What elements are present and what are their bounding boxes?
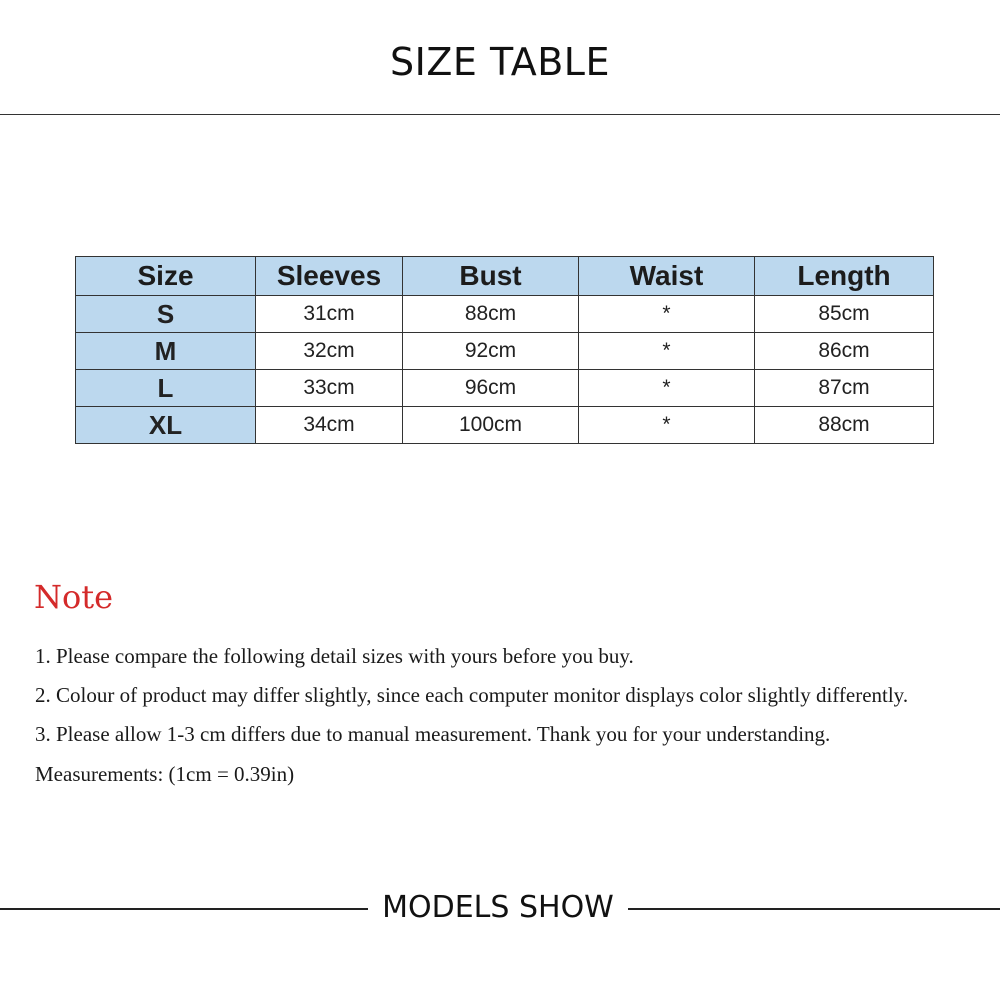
size-cell: S (76, 296, 256, 333)
table-header-row (76, 257, 934, 296)
sleeves-cell: 32cm (256, 333, 403, 370)
length-cell: 88cm (755, 407, 934, 444)
waist-cell: * (579, 370, 755, 407)
waist-cell: * (579, 407, 755, 444)
column-header-waist: Waist (579, 257, 755, 296)
divider-right (628, 908, 1000, 910)
table-row (76, 370, 934, 407)
length-cell: 86cm (755, 333, 934, 370)
bust-cell: 96cm (403, 370, 579, 407)
bust-cell: 100cm (403, 407, 579, 444)
note-line: 3. Please allow 1-3 cm differs due to manual measurement. Thank you for your understanding. (35, 722, 831, 746)
note-line: 2. Colour of product may differ slightly, since each computer monitor displays color slightly differently. (35, 683, 909, 707)
sleeves-cell: 31cm (256, 296, 403, 333)
table-row (76, 333, 934, 370)
table-row (76, 407, 934, 444)
bust-cell: 88cm (403, 296, 579, 333)
divider-left (0, 908, 368, 910)
size-table (75, 256, 934, 444)
note-heading: Note (34, 578, 114, 616)
page-title: SIZE TABLE (390, 40, 610, 84)
title-divider (0, 114, 1000, 115)
length-cell: 85cm (755, 296, 934, 333)
size-cell: XL (76, 407, 256, 444)
models-show-heading: MODELS SHOW (382, 890, 614, 925)
column-header-length: Length (755, 257, 934, 296)
measurement-conversion: Measurements: (1cm = 0.39in) (35, 762, 295, 786)
column-header-size: Size (76, 257, 256, 296)
column-header-sleeves: Sleeves (256, 257, 403, 296)
sleeves-cell: 34cm (256, 407, 403, 444)
waist-cell: * (579, 296, 755, 333)
length-cell: 87cm (755, 370, 934, 407)
note-line: 1. Please compare the following detail sizes with yours before you buy. (35, 644, 634, 668)
bust-cell: 92cm (403, 333, 579, 370)
column-header-bust: Bust (403, 257, 579, 296)
size-cell: L (76, 370, 256, 407)
table-row (76, 296, 934, 333)
sleeves-cell: 33cm (256, 370, 403, 407)
waist-cell: * (579, 333, 755, 370)
models-show-section (0, 886, 1000, 930)
size-cell: M (76, 333, 256, 370)
